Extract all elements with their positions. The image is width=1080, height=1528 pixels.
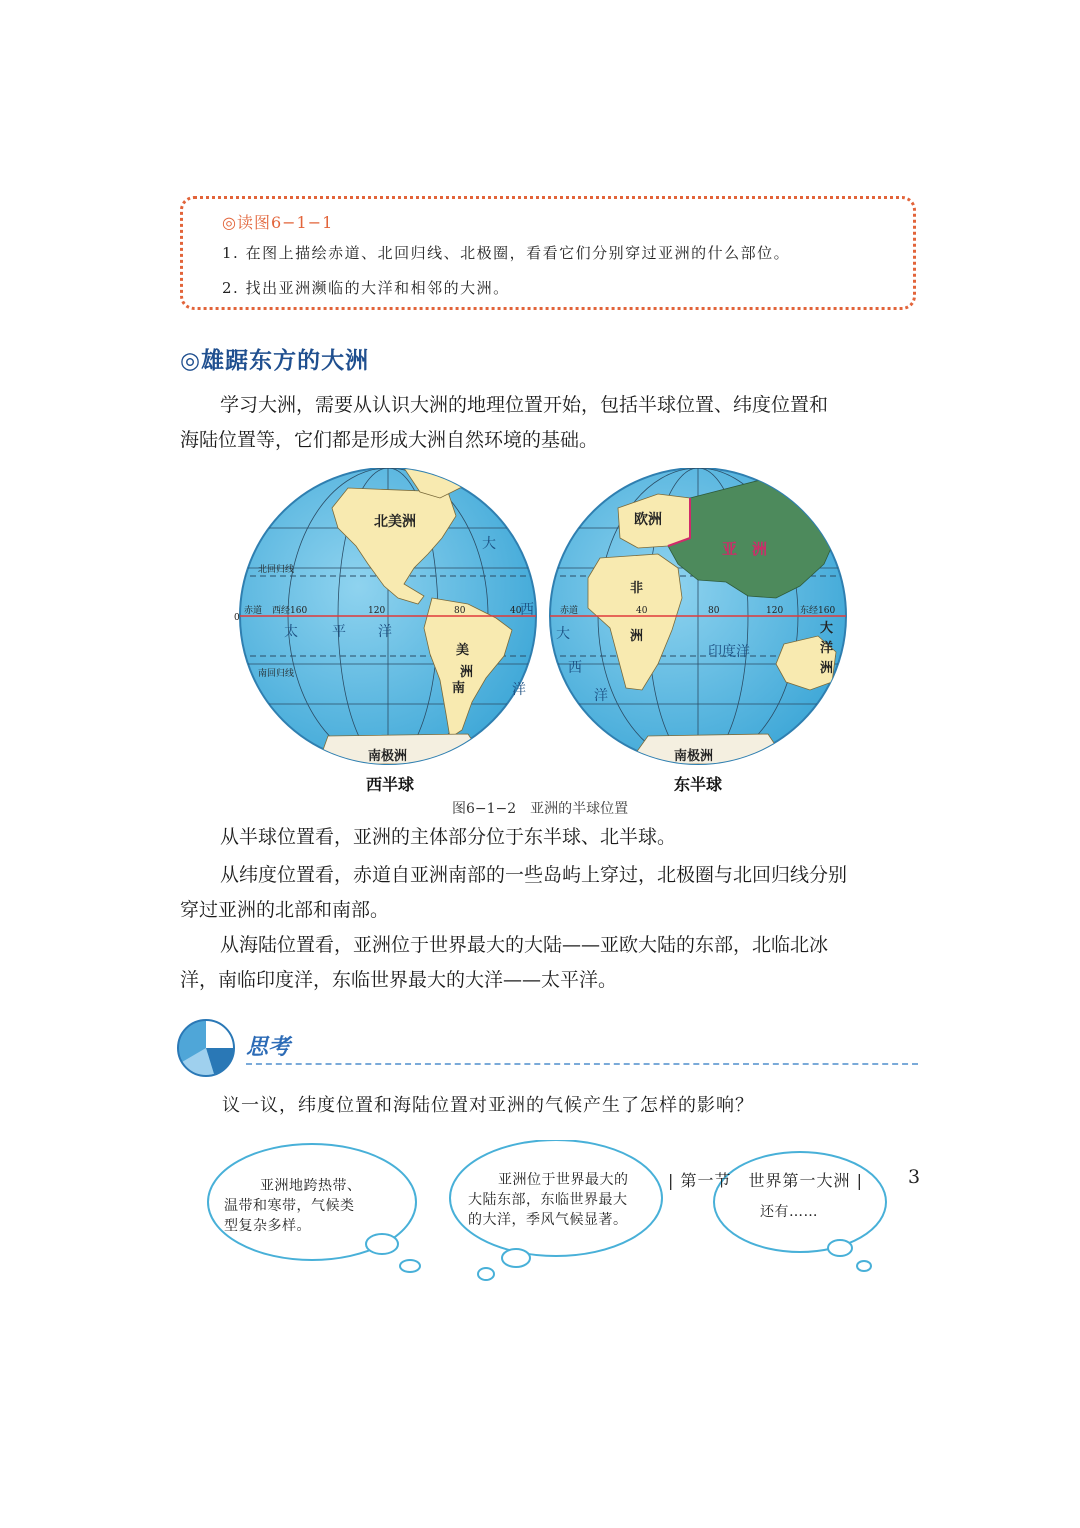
eastern-hemisphere <box>550 468 846 764</box>
paragraph-2-line-1: 从纬度位置看，赤道自亚洲南部的一些岛屿上穿过，北极圈与北回归线分别 <box>220 864 848 886</box>
hemisphere-map <box>228 468 868 798</box>
bubble-1-line-2: 温带和寒带，气候类 <box>224 1198 355 1214</box>
paragraph-hemisphere <box>180 820 922 855</box>
bubble-2 <box>468 1170 629 1230</box>
intro-paragraph <box>180 388 922 458</box>
label-oceania-1: 大 <box>820 621 834 636</box>
tick-80-west: 80 <box>454 606 466 616</box>
label-atlantic-east-1: 大 <box>556 626 570 642</box>
think-title: 思考 <box>246 1035 291 1060</box>
tick-120-west: 120 <box>368 606 386 616</box>
label-lon-160e: 东经160 <box>800 606 836 616</box>
reading-item-1: 1. 在图上描绘赤道、北回归线、北极圈，看看它们分别穿过亚洲的什么部位。 <box>222 244 791 262</box>
label-antarctica-east: 南极洲 <box>674 749 714 764</box>
bubble-1 <box>224 1176 362 1236</box>
paragraph-3-line-1: 从海陆位置看，亚洲位于世界最大的大陆——亚欧大陆的东部，北临北冰 <box>220 934 829 956</box>
label-western-hemisphere: 西半球 <box>366 775 415 794</box>
label-atlantic-west-2: 西 <box>520 602 534 618</box>
intro-line-2: 海陆位置等，它们都是形成大洲自然环境的基础。 <box>180 429 599 451</box>
label-africa-1: 非 <box>630 581 644 596</box>
page-number: 3 <box>908 1166 921 1188</box>
paragraph-3-line-2: 洋，南临印度洋，东临世界最大的大洋——太平洋。 <box>180 969 618 991</box>
tick-80-east: 80 <box>708 606 720 616</box>
label-africa-2: 洲 <box>630 629 644 644</box>
label-asia: 亚 洲 <box>722 540 768 558</box>
label-south-america-3: 洲 <box>460 665 474 680</box>
figure-caption: 图6−1−2 亚洲的半球位置 <box>452 801 629 817</box>
paragraph-sea-land <box>180 928 922 998</box>
bubble-2-line-2: 大陆东部，东临世界最大 <box>468 1192 628 1208</box>
label-north-america: 北美洲 <box>374 514 416 530</box>
tick-0-west: 0 <box>234 613 240 623</box>
label-antarctica-west: 南极洲 <box>368 749 408 764</box>
bubble-3 <box>760 1202 818 1222</box>
label-pacific-3: 洋 <box>378 624 392 640</box>
label-atlantic-east-3: 洋 <box>594 688 608 704</box>
label-tropic-cancer-west: 北回归线 <box>258 565 295 575</box>
label-south-america-1: 南 <box>452 681 466 696</box>
section-title: ◎雄踞东方的大洲 <box>180 348 370 374</box>
label-indian-ocean: 印度洋 <box>708 644 750 660</box>
bubble-2-line-1: 亚洲位于世界最大的 <box>498 1172 629 1188</box>
intro-line-1: 学习大洲，需要从认识大洲的地理位置开始，包括半球位置、纬度位置和 <box>220 394 829 416</box>
bubble-3-line-1: 还有…… <box>760 1204 818 1220</box>
label-europe: 欧洲 <box>634 512 662 528</box>
label-equator-west: 赤道 <box>244 606 263 616</box>
label-oceania-2: 洋 <box>820 641 834 656</box>
reading-box-title: ◎读图6−1−1 <box>222 213 334 232</box>
bubble-2-line-3: 的大洋，季风气候显著。 <box>468 1212 628 1228</box>
western-hemisphere <box>240 468 536 764</box>
label-eastern-hemisphere: 东半球 <box>674 775 723 794</box>
label-south-america-2: 美 <box>456 643 470 658</box>
label-pacific-1: 太 <box>284 624 298 640</box>
paragraph-2-line-2: 穿过亚洲的北部和南部。 <box>180 899 390 921</box>
tick-120-east: 120 <box>766 606 784 616</box>
label-atlantic-west-1: 大 <box>482 536 496 552</box>
tick-40-west: 40 <box>510 606 522 616</box>
bubble-1-line-3: 型复杂多样。 <box>224 1218 311 1234</box>
bubble-1-line-1: 亚洲地跨热带、 <box>260 1178 362 1194</box>
tick-40-east: 40 <box>636 606 648 616</box>
think-question: 议一议，纬度位置和海陆位置对亚洲的气候产生了怎样的影响？ <box>222 1095 754 1116</box>
think-divider <box>246 1063 918 1065</box>
label-tropic-capricorn-west: 南回归线 <box>258 669 295 679</box>
paragraph-latitude <box>180 858 922 928</box>
reading-item-2: 2. 找出亚洲濒临的大洋和相邻的大洲。 <box>222 279 510 297</box>
label-lon-160w: 西经160 <box>272 606 308 616</box>
think-icon <box>176 1014 242 1080</box>
label-atlantic-west-3: 洋 <box>512 682 526 698</box>
paragraph-1-line-1: 从半球位置看，亚洲的主体部分位于东半球、北半球。 <box>220 826 677 848</box>
label-pacific-2: 平 <box>332 624 346 640</box>
label-atlantic-east-2: 西 <box>568 660 582 676</box>
footer-section: | 第一节 世界第一大洲 | <box>668 1171 863 1190</box>
label-equator-east: 赤道 <box>560 606 579 616</box>
label-oceania-3: 洲 <box>820 661 834 676</box>
